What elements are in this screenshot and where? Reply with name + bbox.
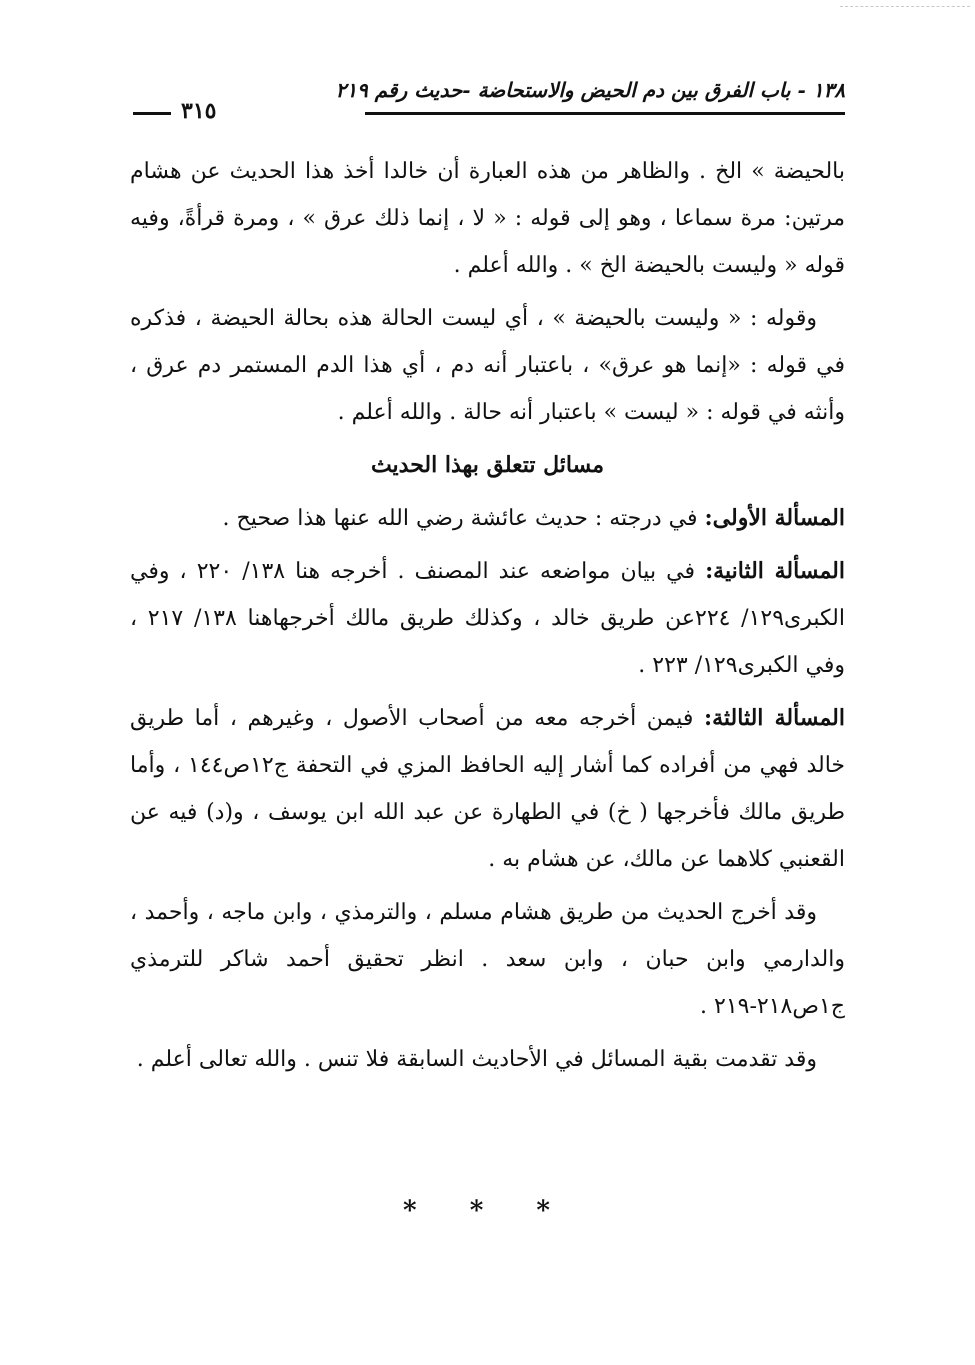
header-title: ١٣٨ - باب الفرق بين دم الحيض والاستحاضة -حديث رقم ٢١٩ bbox=[335, 78, 845, 102]
issue-text-3: فيمن أخرجه معه من أصحاب الأصول ، وغيرهم ، أما طريق خالد فهي من أفراده كما أشار إليه الحافظ المزي في التحفة ج١٢ص١٤٤ ، وأما طريق مالك فأخرجها ( خ) في الطهارة عن عبد الله ابن يوسف ، و(د) فيه عن القعنبي كلاهما عن مالك، عن هشام به . bbox=[130, 706, 846, 872]
header-rule-right bbox=[365, 112, 845, 115]
end-marks: * * * bbox=[403, 1196, 572, 1226]
issue-label-3: المسألة الثالثة: bbox=[703, 705, 845, 731]
page-number: ٣١٥ bbox=[171, 98, 226, 124]
closing-paragraph-2: وقد تقدمت بقية المسائل في الأحاديث السابقة فلا تنس . والله تعالى أعلم . bbox=[136, 1047, 817, 1072]
intro-paragraph-1: بالحيضة » الخ . والظاهر من هذه العبارة أن خالدا أخذ هذا الحديث عن هشام مرتين: مرة سماعا ، وهو إلى قوله : « لا ، إنما ذلك عرق » ، ومرة قرأةً، وفيه قوله « وليست بالحيضة الخ » . والله أعلم . bbox=[130, 159, 845, 278]
issue-text-2: في بيان مواضعه عند المصنف . أخرجه هنا ١٣٨/ ٢٢٠ ، وفي الكبرى١٢٩/ ٢٢٤عن طريق خالد ، وكذلك طريق مالك أخرجهاهنا ١٣٨/ ٢١٧ ، وفي الكبرى١٢٩/ ٢٢٣ . bbox=[130, 559, 845, 678]
scan-artifact-line bbox=[840, 6, 970, 7]
page-body bbox=[130, 148, 845, 1089]
issue-label-2: المسألة الثانية: bbox=[705, 558, 845, 584]
issue-label-1: المسألة الأولى: bbox=[704, 505, 845, 531]
issue-paragraph-1 bbox=[130, 495, 845, 542]
issue-paragraph-2 bbox=[130, 548, 845, 689]
page-header bbox=[133, 78, 845, 126]
closing-paragraph-1: وقد أخرج الحديث من طريق هشام مسلم ، والترمذي ، وابن ماجه ، وأحمد ، والدارمي وابن حبان ، وابن سعد . انظر تحقيق أحمد شاكر للترمذي ج١ص٢١٨-٢١٩ . bbox=[130, 900, 845, 1019]
section-heading: مسائل تتعلق بهذا الحديث bbox=[370, 452, 605, 478]
issue-text-1: في درجته : حديث عائشة رضي الله عنها هذا صحيح . bbox=[222, 506, 705, 531]
intro-paragraph-2: وقوله : « وليست بالحيضة » ، أي ليست الحالة هذه بحالة الحيضة ، فذكره في قوله : «إنما هو عرق» ، باعتبار أنه دم ، أي هذا الدم المستمر دم عرق ، وأنثه في قوله : « ليست » باعتبار أنه حالة . والله أعلم . bbox=[130, 306, 845, 425]
issue-paragraph-3 bbox=[130, 695, 845, 883]
